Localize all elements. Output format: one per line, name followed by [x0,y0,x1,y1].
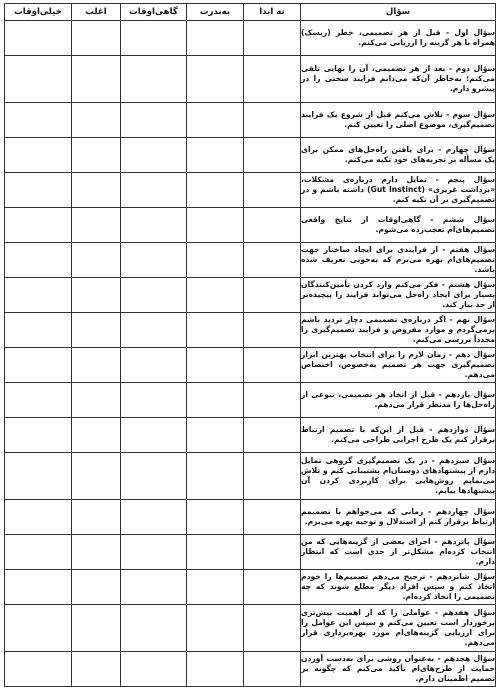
answer-cell-sometimes[interactable] [121,278,187,313]
answer-cell-never[interactable] [244,173,301,208]
question-text: سؤال هشتم - فکر می‌کنم وارد کردن تأمین‌کنندگان بسیار برای ایجاد راه‌حل می‌تواند فرایند را پیچیده‌تر از حد نیاز کند. [301,278,496,313]
answer-cell-sometimes[interactable] [121,453,187,500]
header-very-often: خیلی‌اوقات [5,4,72,21]
question-text: سؤال هفتم - از فرایندی برای ایجاد ساختار جهت تصمیم‌های‌ام بهره می‌برم که به‌خوبی تعریف شده باشد. [301,243,496,278]
answer-cell-very-often[interactable] [5,500,72,535]
question-row [5,313,496,348]
answer-cell-very-often[interactable] [5,605,72,652]
answer-cell-never[interactable] [244,103,301,138]
question-row [5,138,496,173]
question-text: سؤال چهاردهم - زمانی که می‌خواهم با تصمیمم ارتباط برقرار کنم از استدلال و توجیه بهره می‌برم. [301,500,496,535]
header-rarely: به‌ندرت [187,4,244,21]
answer-cell-never[interactable] [244,500,301,535]
answer-cell-never[interactable] [244,278,301,313]
question-row [5,21,496,56]
answer-cell-sometimes[interactable] [121,383,187,418]
answer-cell-sometimes[interactable] [121,103,187,138]
question-row [5,348,496,383]
question-row [5,56,496,103]
answer-cell-never[interactable] [244,313,301,348]
answer-cell-sometimes[interactable] [121,535,187,570]
question-text: سؤال شانزدهم - ترجیح می‌دهم تصمیم‌ها را خودم اتخاذ کنم و سپس افراد دیگر مطلع شوند که چه تصمیمی را اتخاذ کرده‌ام. [301,570,496,605]
question-row [5,570,496,605]
answer-cell-sometimes[interactable] [121,56,187,103]
question-row [5,418,496,453]
question-row [5,103,496,138]
answer-cell-sometimes[interactable] [121,208,187,243]
question-text: سؤال اول - قبل از هر تصمیمی، خطر (ریسک) همراه با هر گزینه را ارزیابی می‌کنم. [301,21,496,56]
answer-cell-rarely[interactable] [187,243,244,278]
answer-cell-often[interactable] [72,56,121,103]
answer-cell-never[interactable] [244,243,301,278]
answer-cell-very-often[interactable] [5,453,72,500]
answer-cell-often[interactable] [72,173,121,208]
header-question: سؤال [301,4,496,21]
answer-cell-often[interactable] [72,570,121,605]
question-row [5,173,496,208]
answer-cell-very-often[interactable] [5,348,72,383]
answer-cell-very-often[interactable] [5,138,72,173]
question-row [5,243,496,278]
answer-cell-never[interactable] [244,138,301,173]
decision-making-questionnaire-table [4,3,496,687]
answer-cell-often[interactable] [72,500,121,535]
header-row [5,4,496,21]
answer-cell-sometimes[interactable] [121,570,187,605]
answer-cell-very-often[interactable] [5,570,72,605]
answer-cell-never[interactable] [244,56,301,103]
answer-cell-rarely[interactable] [187,138,244,173]
answer-cell-very-often[interactable] [5,418,72,453]
answer-cell-rarely[interactable] [187,383,244,418]
answer-cell-rarely[interactable] [187,313,244,348]
answer-cell-sometimes[interactable] [121,243,187,278]
answer-cell-very-often[interactable] [5,278,72,313]
question-text: سؤال دوازدهم - قبل از این‌که با تصمیم ارتباط برقرار کنم یک طرح اجرایی طراحی می‌کنم. [301,418,496,453]
answer-cell-often[interactable] [72,313,121,348]
question-text: سؤال سوم - تلاش می‌کنم قبل از شروع یک فرایند تصمیم‌گیری، موضوع اصلی را تعیین کنم. [301,103,496,138]
answer-cell-rarely[interactable] [187,570,244,605]
question-text: سؤال هجدهم - به‌عنوان روشی برای به‌دست آوردن حمایت از طرح‌های‌ام تأکید می‌کنم که چگونه بر تصمیم اطمینان دارم. [301,652,496,687]
header-sometimes: گاهی‌اوقات [121,4,187,21]
question-text: سؤال نهم - اگر درباره‌ی تصمیمی دچار تردید باشم برمی‌گردم و موارد مفروض و فرایند تصمیم‌گیری را مجدداً بررسی می‌کنم. [301,313,496,348]
answer-cell-never[interactable] [244,535,301,570]
answer-cell-never[interactable] [244,570,301,605]
answer-cell-never[interactable] [244,453,301,500]
answer-cell-sometimes[interactable] [121,418,187,453]
answer-cell-often[interactable] [72,605,121,652]
answer-cell-never[interactable] [244,383,301,418]
answer-cell-rarely[interactable] [187,535,244,570]
answer-cell-often[interactable] [72,208,121,243]
answer-cell-very-often[interactable] [5,103,72,138]
answer-cell-often[interactable] [72,21,121,56]
question-text: سؤال ششم - گاهی‌اوقات از نتایج واقعی تصمیم‌های‌ام تعجب‌زده می‌شوم. [301,208,496,243]
answer-cell-sometimes[interactable] [121,173,187,208]
answer-cell-sometimes[interactable] [121,652,187,687]
question-text: سؤال هفدهم - عواملی را که از اهمیت بیش‌تری برخوردار است تعیین می‌کنم و سپس این عوامل را برای ارزیابی گزینه‌های‌ام مورد بهره‌برداری قرار می‌دهم. [301,605,496,652]
answer-cell-rarely[interactable] [187,348,244,383]
question-row [5,383,496,418]
question-text: سؤال پنجم - تمایل دارم درباره‌ی مشکلات، «برداشت غریزی» (Gut Instinct) داشته باشم و در تصمیم‌گیری بر آن تکیه کنم. [301,173,496,208]
answer-cell-often[interactable] [72,103,121,138]
question-text: سؤال سیزدهم - در یک تصمیم‌گیری گروهی تمایل دارم از پیشنهادهای دوستان‌ام پشتیبانی کنم و تلاش می‌نمایم روش‌هایی برای کاربردی کردن آن پیشنهادها بیابم. [301,453,496,500]
answer-cell-very-often[interactable] [5,21,72,56]
answer-cell-rarely[interactable] [187,208,244,243]
question-row [5,652,496,687]
answer-cell-sometimes[interactable] [121,348,187,383]
question-text: سؤال دوم - بعد از هر تصمیمی، آن را نهایی تلقی می‌کنم؛ به‌خاطر آن‌که می‌دانم فرایند سختی را در پیشرو دارم. [301,56,496,103]
answer-cell-never[interactable] [244,21,301,56]
answer-cell-rarely[interactable] [187,56,244,103]
answer-cell-often[interactable] [72,243,121,278]
answer-cell-often[interactable] [72,418,121,453]
answer-cell-never[interactable] [244,418,301,453]
answer-cell-rarely[interactable] [187,500,244,535]
answer-cell-never[interactable] [244,605,301,652]
answer-cell-often[interactable] [72,453,121,500]
answer-cell-sometimes[interactable] [121,21,187,56]
answer-cell-often[interactable] [72,535,121,570]
question-row [5,278,496,313]
answer-cell-rarely[interactable] [187,652,244,687]
answer-cell-never[interactable] [244,208,301,243]
answer-cell-often[interactable] [72,348,121,383]
answer-cell-rarely[interactable] [187,21,244,56]
answer-cell-very-often[interactable] [5,56,72,103]
answer-cell-very-often[interactable] [5,535,72,570]
answer-cell-often[interactable] [72,278,121,313]
question-text: سؤال پانزدهم - اجرای بعضی از گزینه‌هایی که من انتخاب کرده‌ام مشکل‌تر از حدی است که انتظار دارم. [301,535,496,570]
header-never: نه ابدا [244,4,301,21]
answer-cell-rarely[interactable] [187,605,244,652]
answer-cell-very-often[interactable] [5,208,72,243]
question-text: سؤال چهارم - برای یافتن راه‌حل‌های ممکن برای یک مسأله بر تجربه‌های خود تکیه می‌کنم. [301,138,496,173]
answer-cell-never[interactable] [244,348,301,383]
answer-cell-very-often[interactable] [5,383,72,418]
answer-cell-rarely[interactable] [187,453,244,500]
answer-cell-often[interactable] [72,138,121,173]
header-often: اغلب [72,4,121,21]
answer-cell-very-often[interactable] [5,173,72,208]
answer-cell-very-often[interactable] [5,243,72,278]
answer-cell-very-often[interactable] [5,313,72,348]
question-row [5,208,496,243]
answer-cell-sometimes[interactable] [121,138,187,173]
answer-cell-sometimes[interactable] [121,500,187,535]
question-text: سؤال یازدهم - قبل از اتخاذ هر تصمیمی، تنوعی از راه‌حل‌ها را مدنظر قرار می‌دهم. [301,383,496,418]
answer-cell-rarely[interactable] [187,103,244,138]
question-row [5,535,496,570]
question-text: سؤال دهم - زمان لازم را برای انتخاب بهترین ابزار تصمیم‌گیری جهت هر تصمیم به‌خصوص، اختصاص می‌دهم. [301,348,496,383]
answer-cell-rarely[interactable] [187,418,244,453]
answer-cell-very-often[interactable] [5,652,72,687]
answer-cell-sometimes[interactable] [121,605,187,652]
answer-cell-often[interactable] [72,383,121,418]
answer-cell-never[interactable] [244,652,301,687]
question-row [5,605,496,652]
answer-cell-often[interactable] [72,652,121,687]
answer-cell-rarely[interactable] [187,278,244,313]
question-row [5,453,496,500]
question-row [5,500,496,535]
answer-cell-sometimes[interactable] [121,313,187,348]
answer-cell-rarely[interactable] [187,173,244,208]
